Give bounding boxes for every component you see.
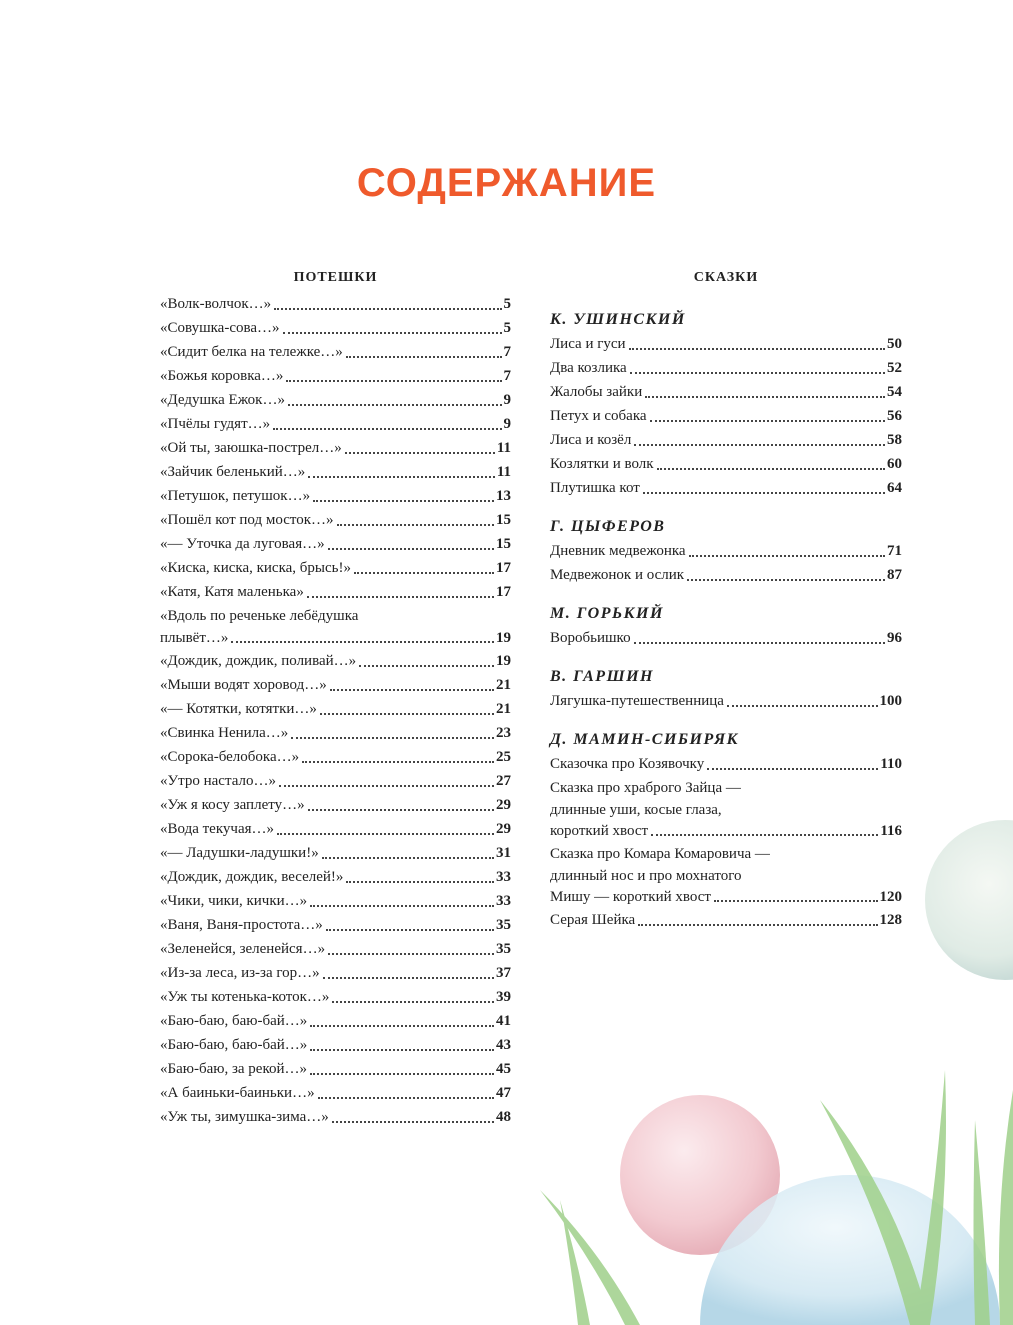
toc-entry-line: [160, 913, 511, 937]
toc-entry-title: плывёт…»: [160, 630, 229, 646]
toc-entry-title: «А баиньки-баиньки…»: [160, 1085, 315, 1101]
toc-entry[interactable]: [160, 340, 511, 364]
dot-leader: [337, 524, 494, 526]
toc-entry[interactable]: [550, 842, 902, 908]
toc-entry-title: Жалобы зайки: [550, 384, 643, 400]
dot-leader: [328, 548, 494, 550]
dot-leader: [308, 809, 494, 811]
toc-entry[interactable]: [550, 689, 902, 713]
page-number: 41: [496, 1013, 511, 1029]
toc-entry-line: [550, 776, 902, 800]
toc-entry[interactable]: [550, 404, 902, 428]
toc-entry-title: длинный нос и про мохнатого: [550, 868, 742, 884]
dot-leader: [657, 468, 885, 470]
toc-entry-title: «Пошёл кот под мосток…»: [160, 512, 334, 528]
toc-entry[interactable]: [160, 745, 511, 769]
toc-entry-line: [160, 484, 511, 508]
toc-entry-line: [160, 628, 511, 649]
toc-entry-line: [160, 697, 511, 721]
toc-author-groups: [550, 308, 902, 932]
fairy-tales-column: [550, 268, 902, 932]
page-number: 71: [887, 543, 902, 559]
toc-entry-line: [550, 887, 902, 908]
toc-entry-title: Лиса и гуси: [550, 336, 626, 352]
page-number: 9: [503, 392, 511, 408]
dot-leader: [328, 953, 494, 955]
dot-leader: [651, 834, 878, 836]
toc-entry-title: «Ой ты, заюшка-пострел…»: [160, 440, 342, 456]
author-name: М. ГОРЬКИЙ: [550, 605, 664, 622]
toc-entry-line: [160, 769, 511, 793]
toc-entry-title: «Уж ты котенька-коток…»: [160, 989, 330, 1005]
toc-entry-line: [160, 604, 511, 628]
page-number: 116: [880, 823, 902, 839]
toc-entry-line: [160, 340, 511, 364]
page-number: 29: [496, 821, 511, 837]
dot-leader: [310, 905, 494, 907]
dot-leader: [322, 857, 494, 859]
page-number: 33: [496, 893, 511, 909]
toc-entry-line: [160, 1033, 511, 1057]
toc-entry-line: [160, 745, 511, 769]
toc-entry-line: [160, 292, 511, 316]
toc-entry-line: [550, 866, 902, 887]
toc-entry-line: [550, 332, 902, 356]
page-number: 35: [496, 917, 511, 933]
page-number: 45: [496, 1061, 511, 1077]
toc-entry-line: [160, 841, 511, 865]
dot-leader: [323, 977, 494, 979]
dot-leader: [332, 1001, 494, 1003]
toc-entry[interactable]: [160, 484, 511, 508]
page-number: 17: [496, 560, 511, 576]
dot-leader: [326, 929, 494, 931]
dot-leader: [313, 500, 494, 502]
page-number: 7: [503, 368, 511, 384]
toc-entry-title: «Волк-волчок…»: [160, 296, 272, 312]
toc-entry-title: «Божья коровка…»: [160, 368, 284, 384]
toc-entry-title: Петух и собака: [550, 408, 647, 424]
author-group: [550, 515, 902, 587]
toc-entry[interactable]: [160, 604, 511, 649]
toc-entry[interactable]: [160, 388, 511, 412]
toc-entry-line: [160, 985, 511, 1009]
toc-entry[interactable]: [160, 508, 511, 532]
toc-entry[interactable]: [550, 539, 902, 563]
page-number: 31: [496, 845, 511, 861]
page-number: 29: [496, 797, 511, 813]
dot-leader: [650, 420, 885, 422]
page-number: 9: [503, 416, 511, 432]
toc-entry-title: «Свинка Ненила…»: [160, 725, 289, 741]
author-group: [550, 665, 902, 713]
dot-leader: [310, 1025, 494, 1027]
toc-entry-title: «— Уточка да луговая…»: [160, 536, 325, 552]
toc-entry-title: Серая Шейка: [550, 912, 636, 928]
page-number: 128: [879, 912, 902, 928]
toc-entry-title: «— Котятки, котятки…»: [160, 701, 317, 717]
toc-entry-title: «Вдоль по реченьке лебёдушка: [160, 608, 359, 624]
dot-leader: [291, 737, 494, 739]
page-number: 37: [496, 965, 511, 981]
page-number: 11: [496, 440, 511, 456]
toc-entry[interactable]: [550, 626, 902, 650]
toc-entry-title: Медвежонок и ослик: [550, 567, 685, 583]
toc-entry-title: «Ваня, Ваня-простота…»: [160, 917, 323, 933]
toc-entry-title: «Сидит белка на тележке…»: [160, 344, 343, 360]
toc-entry-title: «Дождик, дождик, веселей!»: [160, 869, 344, 885]
toc-entry-line: [160, 961, 511, 985]
dot-leader: [318, 1097, 494, 1099]
page-number: 43: [496, 1037, 511, 1053]
toc-entry-title: длинные уши, косые глаза,: [550, 802, 722, 818]
toc-entry-line: [550, 380, 902, 404]
dot-leader: [332, 1121, 494, 1123]
page-number: 60: [887, 456, 902, 472]
toc-entry[interactable]: [160, 412, 511, 436]
toc-entry-title: «Уж я косу заплету…»: [160, 797, 305, 813]
toc-entry[interactable]: [550, 563, 902, 587]
toc-entry[interactable]: [160, 913, 511, 937]
toc-entry-title: «Вода текучая…»: [160, 821, 275, 837]
dot-leader: [727, 705, 878, 707]
toc-entry[interactable]: [160, 1081, 511, 1105]
toc-entry[interactable]: [160, 532, 511, 556]
toc-entry-line: [550, 800, 902, 821]
toc-entry-line: [160, 889, 511, 913]
author-name: Д. МАМИН-СИБИРЯК: [550, 731, 739, 748]
dot-leader: [714, 900, 878, 902]
page-number: 47: [496, 1085, 511, 1101]
toc-entry[interactable]: [160, 316, 511, 340]
toc-entry-line: [160, 460, 511, 484]
toc-entry-title: «Пчёлы гудят…»: [160, 416, 271, 432]
dot-leader: [231, 641, 494, 643]
toc-entry-title: Сказка про Комара Комаровича —: [550, 846, 770, 862]
dot-leader: [283, 332, 502, 334]
toc-entry-line: [160, 316, 511, 340]
toc-entry-line: [550, 428, 902, 452]
toc-entry-title: Лиса и козёл: [550, 432, 632, 448]
section-heading-poteshki: ПОТЕШКИ: [293, 270, 378, 285]
page-number: 23: [496, 725, 511, 741]
toc-entry[interactable]: [160, 292, 511, 316]
page-number: 33: [496, 869, 511, 885]
toc-entry-line: [550, 689, 902, 713]
toc-entry-title: «Дедушка Ежок…»: [160, 392, 285, 408]
dot-leader: [310, 1049, 494, 1051]
toc-entry-title: «Киска, киска, киска, брысь!»: [160, 560, 351, 576]
dot-leader: [273, 428, 501, 430]
page-number: 110: [880, 756, 902, 772]
toc-entry-title: Сказка про храброго Зайца —: [550, 780, 741, 796]
toc-entry-title: «Дождик, дождик, поливай…»: [160, 653, 357, 669]
toc-entry-line: [160, 556, 511, 580]
dot-leader: [307, 596, 494, 598]
toc-entry[interactable]: [550, 356, 902, 380]
page-number: 48: [496, 1109, 511, 1125]
page-number: 120: [879, 889, 902, 905]
toc-entry[interactable]: [550, 452, 902, 476]
toc-entry[interactable]: [160, 460, 511, 484]
toc-entry[interactable]: [160, 364, 511, 388]
page-title: СОДЕРЖАНИЕ: [356, 161, 657, 205]
toc-entry-line: [550, 908, 902, 932]
dot-leader: [346, 881, 494, 883]
dot-leader: [346, 356, 502, 358]
dot-leader: [687, 579, 885, 581]
toc-entry-line: [550, 356, 902, 380]
toc-entry[interactable]: [160, 1009, 511, 1033]
toc-entry-line: [160, 865, 511, 889]
toc-entry-line: [550, 842, 902, 866]
author-name: К. УШИНСКИЙ: [550, 311, 686, 328]
toc-entry-title: «Баю-баю, за рекой…»: [160, 1061, 308, 1077]
page-number: 19: [496, 630, 511, 646]
dot-leader: [707, 768, 878, 770]
toc-entry-title: «Сорока-белобока…»: [160, 749, 300, 765]
toc-entry-title: «Совушка-сова…»: [160, 320, 280, 336]
toc-entry[interactable]: [160, 889, 511, 913]
dot-leader: [638, 924, 877, 926]
dot-leader: [310, 1073, 494, 1075]
page-number: 15: [496, 512, 511, 528]
toc-entry-line: [160, 937, 511, 961]
page-number: 54: [887, 384, 902, 400]
toc-entry-line: [550, 821, 902, 842]
toc-entry[interactable]: [160, 961, 511, 985]
toc-entry[interactable]: [160, 649, 511, 673]
toc-entry[interactable]: [160, 817, 511, 841]
toc-entry-title: Дневник медвежонка: [550, 543, 686, 559]
toc-entry[interactable]: [160, 937, 511, 961]
toc-entry[interactable]: [160, 436, 511, 460]
toc-entry-line: [160, 412, 511, 436]
toc-entry[interactable]: [160, 673, 511, 697]
toc-entry-line: [550, 452, 902, 476]
toc-entry-title: «Из-за леса, из-за гор…»: [160, 965, 320, 981]
page-number: 25: [496, 749, 511, 765]
toc-entry-title: Сказочка про Козявочку: [550, 756, 705, 772]
dot-leader: [634, 642, 885, 644]
toc-entry[interactable]: [160, 985, 511, 1009]
dot-leader: [645, 396, 885, 398]
toc-entry-line: [550, 752, 902, 776]
page-number: 87: [887, 567, 902, 583]
toc-entry-title: Плутишка кот: [550, 480, 640, 496]
toc-entry-line: [160, 508, 511, 532]
page-number: 7: [503, 344, 511, 360]
dot-leader: [359, 665, 494, 667]
dot-leader: [286, 380, 501, 382]
toc-entry[interactable]: [550, 332, 902, 356]
toc-entry[interactable]: [160, 1033, 511, 1057]
dot-leader: [634, 444, 885, 446]
page-number: 100: [879, 693, 902, 709]
dot-leader: [279, 785, 494, 787]
toc-entry-line: [550, 404, 902, 428]
toc-entry[interactable]: [550, 428, 902, 452]
toc-entry[interactable]: [160, 580, 511, 604]
toc-entry-title: Два козлика: [550, 360, 627, 376]
toc-entry-line: [550, 626, 902, 650]
toc-entry-title: Козлятки и волк: [550, 456, 654, 472]
toc-entry-line: [160, 721, 511, 745]
page-number: 17: [496, 584, 511, 600]
author-group: [550, 602, 902, 650]
page-number: 96: [887, 630, 902, 646]
page-number: 21: [496, 677, 511, 693]
toc-entry[interactable]: [160, 865, 511, 889]
dot-leader: [689, 555, 885, 557]
author-name: В. ГАРШИН: [550, 668, 654, 685]
toc-entry-title: «Катя, Катя маленька»: [160, 584, 304, 600]
page-number: 15: [496, 536, 511, 552]
toc-entry-line: [160, 673, 511, 697]
toc-entry-title: «Зеленейся, зеленейся…»: [160, 941, 326, 957]
toc-entry[interactable]: [160, 841, 511, 865]
toc-entry-title: «Петушок, петушок…»: [160, 488, 311, 504]
toc-entry-title: «Чики, чики, кички…»: [160, 893, 308, 909]
page-number: 50: [887, 336, 902, 352]
page-number: 35: [496, 941, 511, 957]
dot-leader: [330, 689, 494, 691]
toc-entry-line: [160, 1057, 511, 1081]
nursery-rhymes-column: [160, 268, 511, 1129]
toc-entry-line: [160, 649, 511, 673]
dot-leader: [345, 452, 495, 454]
dot-leader: [288, 404, 502, 406]
dot-leader: [643, 492, 885, 494]
toc-entry[interactable]: [160, 1105, 511, 1129]
toc-entry[interactable]: [550, 776, 902, 842]
author-group: [550, 728, 902, 932]
toc-entry-title: «Баю-баю, баю-бай…»: [160, 1037, 308, 1053]
toc-entry[interactable]: [160, 697, 511, 721]
toc-entry-title: «Мыши водят хоровод…»: [160, 677, 327, 693]
dot-leader: [302, 761, 494, 763]
page-number: 19: [496, 653, 511, 669]
dot-leader: [629, 348, 885, 350]
toc-entry-line: [550, 563, 902, 587]
dot-leader: [274, 308, 501, 310]
toc-entry-line: [160, 817, 511, 841]
toc-entry[interactable]: [550, 908, 902, 932]
dot-leader: [354, 572, 494, 574]
toc-entry[interactable]: [550, 380, 902, 404]
page-number: 5: [503, 296, 511, 312]
page-number: 27: [496, 773, 511, 789]
dot-leader: [320, 713, 494, 715]
toc-entry[interactable]: [550, 752, 902, 776]
toc-entry[interactable]: [160, 1057, 511, 1081]
toc-entry[interactable]: [160, 769, 511, 793]
toc-list: [160, 292, 511, 1129]
toc-entry-title: Воробьишко: [550, 630, 631, 646]
toc-entry[interactable]: [160, 793, 511, 817]
toc-entry[interactable]: [550, 476, 902, 500]
page-number: 58: [887, 432, 902, 448]
author-name: Г. ЦЫФЕРОВ: [550, 518, 666, 535]
toc-entry-line: [550, 539, 902, 563]
page-number: 21: [496, 701, 511, 717]
toc-entry-line: [160, 532, 511, 556]
toc-entry-line: [550, 476, 902, 500]
page-number: 52: [887, 360, 902, 376]
toc-entry-line: [160, 388, 511, 412]
toc-entry-line: [160, 793, 511, 817]
toc-entry-line: [160, 1009, 511, 1033]
toc-entry-title: Лягушка-путешественница: [550, 693, 724, 709]
author-group: [550, 308, 902, 500]
toc-entry-title: «Зайчик беленький…»: [160, 464, 306, 480]
dot-leader: [308, 476, 495, 478]
toc-entry-title: Мишу — короткий хвост: [550, 889, 711, 905]
page-number: 56: [887, 408, 902, 424]
page-number: 5: [503, 320, 511, 336]
toc-entry-title: короткий хвост: [550, 823, 649, 839]
toc-entry-title: «— Ладушки-ладушки!»: [160, 845, 319, 861]
toc-entry-title: «Баю-баю, баю-бай…»: [160, 1013, 308, 1029]
toc-entry-line: [160, 364, 511, 388]
toc-entry[interactable]: [160, 721, 511, 745]
bubble-right: [925, 820, 1013, 980]
page-number: 39: [496, 989, 511, 1005]
page-number: 11: [496, 464, 511, 480]
toc-entry-title: «Утро настало…»: [160, 773, 276, 789]
dot-leader: [277, 833, 494, 835]
toc-entry[interactable]: [160, 556, 511, 580]
toc-entry-line: [160, 580, 511, 604]
section-heading-skazki: СКАЗКИ: [693, 270, 759, 285]
page-number: 64: [887, 480, 902, 496]
dot-leader: [630, 372, 885, 374]
toc-entry-line: [160, 1105, 511, 1129]
toc-entry-title: «Уж ты, зимушка-зима…»: [160, 1109, 329, 1125]
page-number: 13: [496, 488, 511, 504]
toc-entry-line: [160, 436, 511, 460]
toc-entry-line: [160, 1081, 511, 1105]
